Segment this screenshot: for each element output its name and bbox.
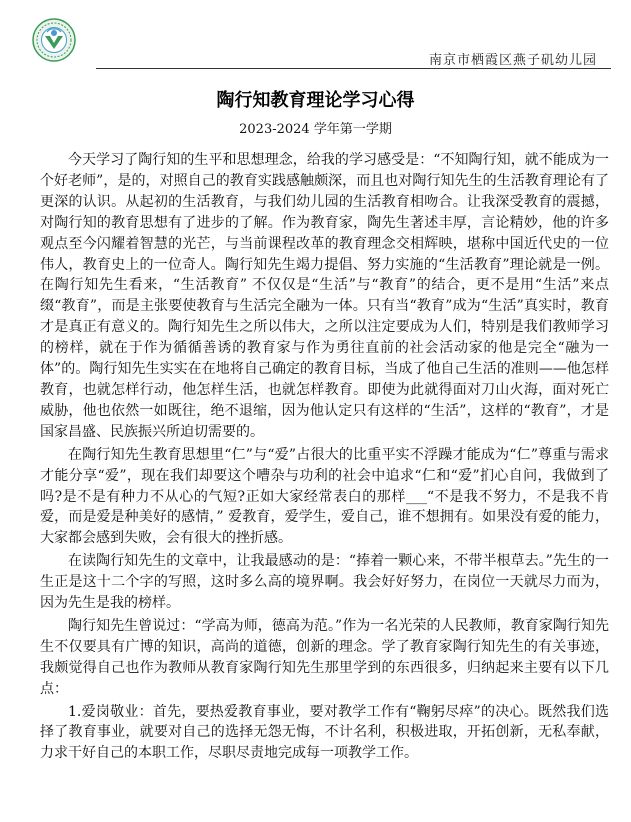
paragraph: 今天学习了陶行知的生平和思想理念，给我的学习感受是：“不知陶行知，就不能成为一个好老师”，是的，对照自己的教育实践感触颇深，而且也对陶行知先生的生活教育理论有了更深的认识。从起初的生活教育，与我们幼儿园的生活教育相吻合。让我深受教育的震撼，对陶行知的教育思想有了进步的了解。作为教育家，陶先生著述丰厚，言论精妙，他的许多观点至今闪耀着智慧的光芒，与当前课程改革的教育理念交相辉映，堪称中国近代史的一位伟人，教育史上的一位奇人。陶行知先生竭力提倡、努力实施的“生活教育”理论就是一例。在陶行知先生看来，“生活教育” 不仅仅是“生活”与“教育”的结合，更不是用“生活”来点缀“教育”，而是主张要使教育与生活完全融为一体。只有当“教育”成为“生活”真实时，教育才是真正有意义的。陶行知先生之所以伟大，之所以注定要成为人们，特别是我们教师学习的榜样，就在于作为循循善诱的教育家与作为勇往直前的社会活动家的他是完全“融为一体”的。陶行知先生实实在在地将自己确定的教育目标，当成了他自己生活的准则——他怎样教育，也就怎样行动，他怎样生活，也就怎样教育。即使为此就得面对刀山火海，面对死亡威胁，他也依然一如既往，绝不退缩，因为他认定只有这样的“生活”，这样的“教育”，才是国家昌盛、民族振兴所迫切需要的。: [40, 152, 609, 440]
school-logo-icon: [32, 18, 76, 62]
document-body: [40, 150, 609, 766]
paragraph: 陶行知先生曾说过：“学高为师，德高为范。”作为一名光荣的人民教师，教育家陶行知先生不仅要具有广博的知识，高尚的道德，创新的理念。学了教育家陶行知先生的有关事迹，我颇觉得自己也作为教师从教育家陶行知先生那里学到的东西很多，归纳起来主要有以下几点：: [40, 617, 609, 697]
paragraph: 在读陶行知先生的文章中，让我最感动的是：“捧着一颗心来，不带半根草去。”先生的一生正是这十二个字的写照，这时多么高的境界啊。我会好好努力，在岗位一天就尽力而为，因为先生是我的榜样。: [40, 553, 609, 612]
school-name: 南京市栖霞区燕子矶幼儿园: [428, 53, 597, 68]
paragraph: 1.爱岗敬业：首先，要热爱教育事业，要对教学工作有“鞠躬尽瘁”的决心。既然我们选择了教育事业，就要对自己的选择无怨无悔，不计名利，积极进取，开拓创新，无私奉献，力求干好自己的本职工作，尽职尽责地完成每一项教学工作。: [40, 703, 609, 762]
page-subtitle: 2023-2024 学年第一学期: [239, 122, 392, 137]
header-divider: [96, 68, 611, 69]
page-title: 陶行知教育理论学习心得: [216, 90, 415, 111]
page-header: [0, 0, 631, 72]
paragraph: 在陶行知先生教育思想里“仁”与“爱”占很大的比重平实不浮躁才能成为“仁”尊重与需求才能分享“爱”，现在我们却要这个嘈杂与功利的社会中追求“仁和“爱”扪心自问，我做到了吗?是不是有种力不从心的气短?正如大家经常表白的那样___“不是我不努力，不是我不肯爱，而是爱是种美好的感情，” 爱教育，爱学生，爱自己，谁不想拥有。如果没有爱的能力，大家都会感到失败，会有很大的挫折感。: [40, 446, 609, 547]
